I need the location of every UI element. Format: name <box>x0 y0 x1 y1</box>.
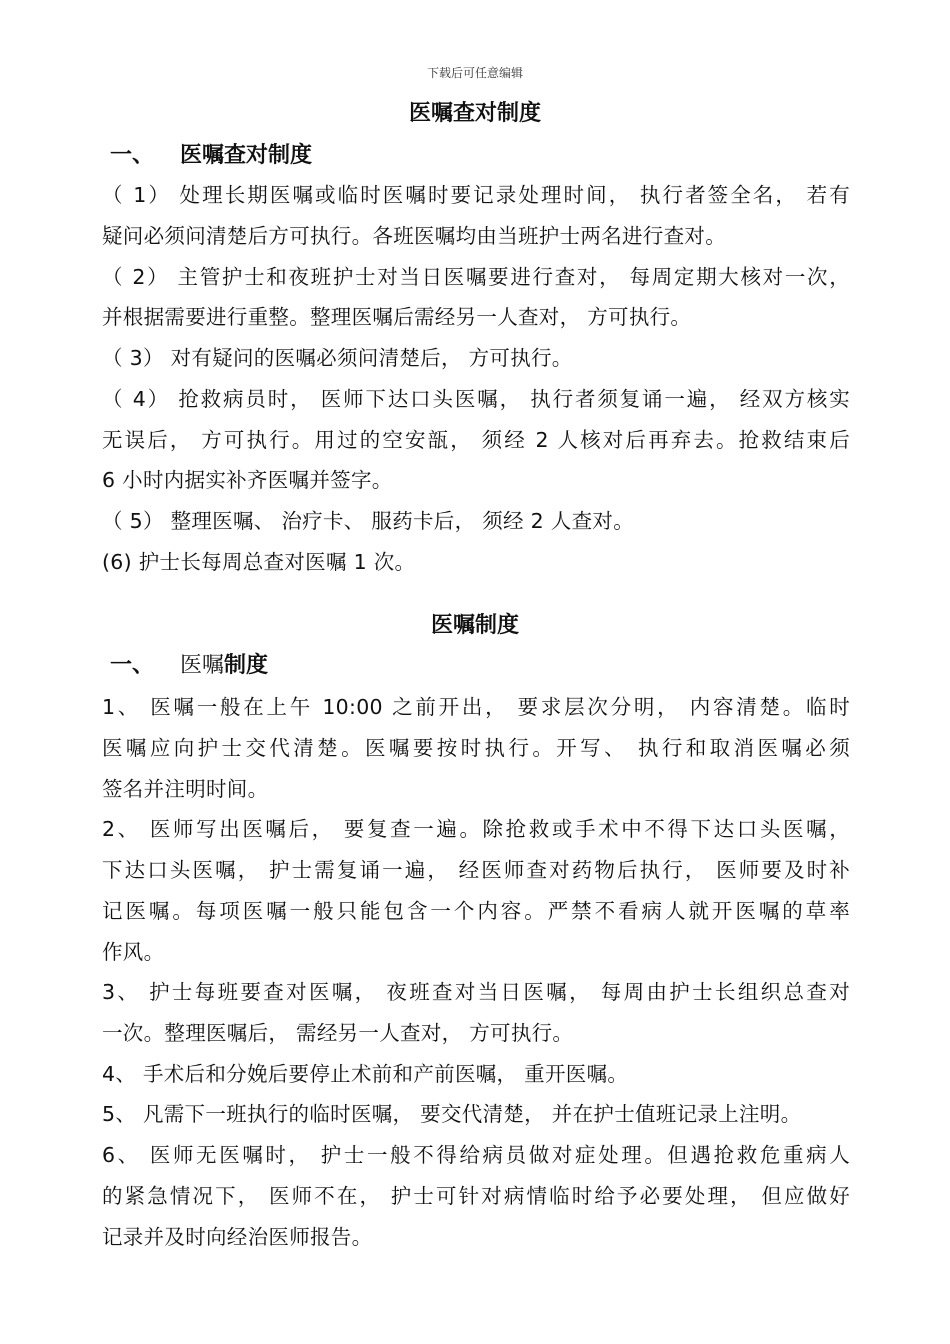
section-2-heading-text-a: 医嘱 <box>180 653 225 678</box>
section-1-line: (6) 护士长每周总查对医嘱 1 次。 <box>102 550 416 574</box>
section-2-title: 医嘱制度 <box>430 613 519 638</box>
section-1-line: 并根据需要进行重整。整理医嘱后需经另一人查对， 方可执行。 <box>102 305 692 329</box>
section-1-line: 疑问必须问清楚后方可执行。各班医嘱均由当班护士两名进行查对。 <box>102 224 726 248</box>
section-1-line: 6 小时内据实补齐医嘱并签字。 <box>102 468 393 492</box>
section-2-line: 医嘱应向护士交代清楚。医嘱要按时执行。开写、 执行和取消医嘱必须 <box>102 736 850 760</box>
section-1-line: （ 2） 主管护士和夜班护士对当日医嘱要进行查对， 每周定期大核对一次， <box>102 265 850 289</box>
section-2-line: 的紧急情况下， 医师不在， 护士可针对病情临时给予必要处理， 但应做好 <box>102 1184 850 1208</box>
section-2-line: 5、 凡需下一班执行的临时医嘱， 要交代清楚， 并在护士值班记录上注明。 <box>102 1102 802 1126</box>
section-1-heading-text: 医嘱查对制度 <box>180 143 313 168</box>
section-2-line: 下达口头医嘱， 护士需复诵一遍， 经医师查对药物后执行， 医师要及时补 <box>102 858 850 882</box>
section-1-heading-num: 一、 <box>110 143 155 168</box>
section-2-line: 6、 医师无医嘱时， 护士一般不得给病员做对症处理。但遇抢救危重病人 <box>102 1143 850 1167</box>
section-1-line: （ 5） 整理医嘱、 治疗卡、 服药卡后， 须经 2 人查对。 <box>102 509 634 533</box>
header-note: 下载后可任意编辑 <box>426 66 523 80</box>
section-2-line: 4、 手术后和分娩后要停止术前和产前医嘱， 重开医嘱。 <box>102 1062 629 1086</box>
section-2-line: 3、 护士每班要查对医嘱， 夜班查对当日医嘱， 每周由护士长组织总查对 <box>102 980 850 1004</box>
section-2-heading-text-b: 制度 <box>224 653 269 678</box>
section-2-line: 记录并及时向经治医师报告。 <box>102 1225 373 1249</box>
section-1-line: （ 4） 抢救病员时， 医师下达口头医嘱， 执行者须复诵一遍， 经双方核实 <box>102 387 850 411</box>
section-2-line: 签名并注明时间。 <box>102 777 269 801</box>
section-2-line: 1、 医嘱一般在上午 10:00 之前开出， 要求层次分明， 内容清楚。临时 <box>102 695 850 719</box>
section-1-line: （ 1） 处理长期医嘱或临时医嘱时要记录处理时间， 执行者签全名， 若有 <box>102 183 850 207</box>
section-2-heading <box>110 648 268 679</box>
section-1-line: （ 3） 对有疑问的医嘱必须问清楚后， 方可执行。 <box>102 346 573 370</box>
section-1-heading <box>110 138 312 169</box>
section-2-line: 作风。 <box>102 940 165 964</box>
section-2-line: 一次。整理医嘱后， 需经另一人查对， 方可执行。 <box>102 1021 574 1045</box>
section-2-line: 记医嘱。每项医嘱一般只能包含一个内容。严禁不看病人就开医嘱的草率 <box>102 899 850 923</box>
section-1-title: 医嘱查对制度 <box>408 101 541 126</box>
section-2-heading-num: 一、 <box>110 653 155 678</box>
section-2-line: 2、 医师写出医嘱后， 要复查一遍。除抢救或手术中不得下达口头医嘱， <box>102 817 850 841</box>
section-1-line: 无误后， 方可执行。用过的空安瓿， 须经 2 人核对后再弃去。抢救结束后 <box>102 428 850 452</box>
